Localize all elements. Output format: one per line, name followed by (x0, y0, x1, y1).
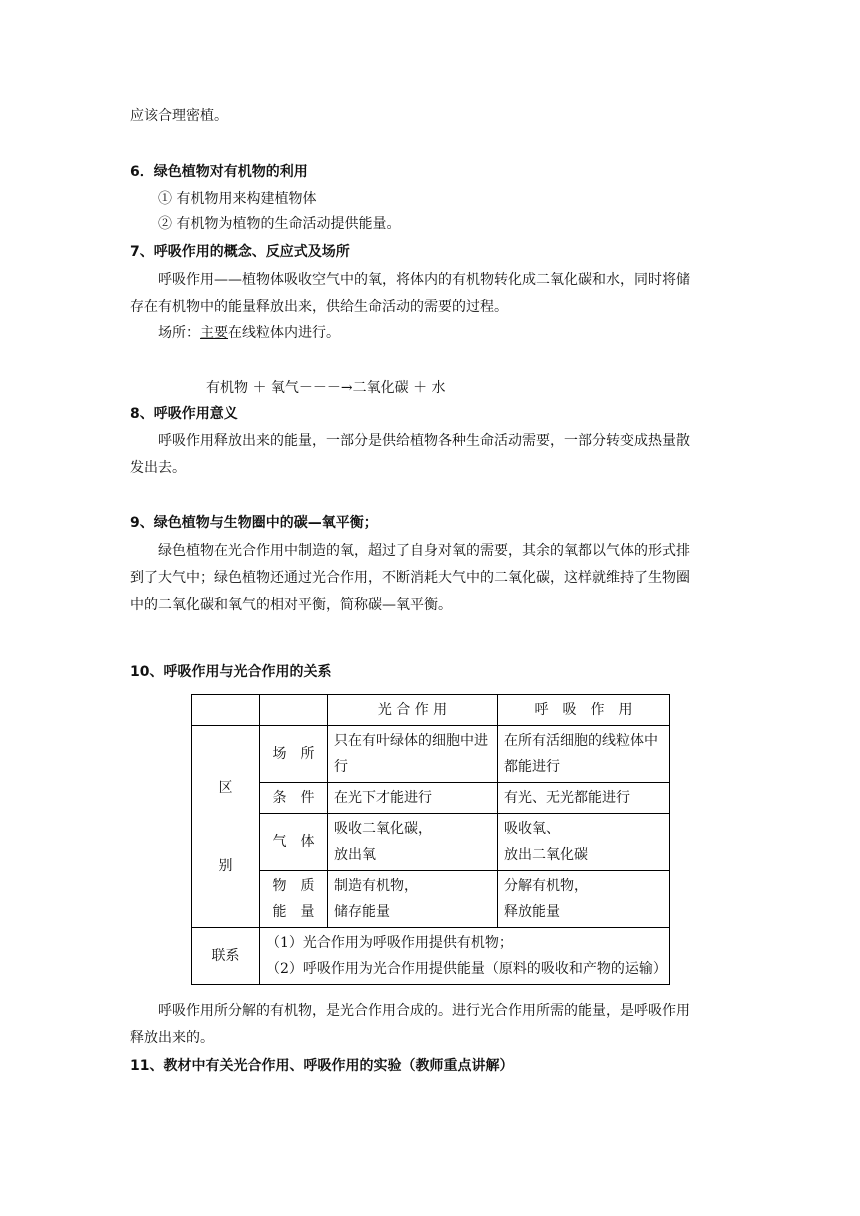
cell-line: 放出氧 (334, 847, 376, 863)
header-respiration: 呼 吸 作 用 (498, 695, 670, 726)
text-line: 应该合理密植。 (130, 108, 228, 124)
cell-line: 吸收二氧化碳， (334, 821, 432, 837)
section-11-heading: 11、教材中有关光合作用、呼吸作用的实验（教师重点讲解） (130, 1058, 514, 1074)
paragraph-line: 到了大气中；绿色植物还通过光合作用，不断消耗大气中的二氧化碳，这样就维持了生物圈 (130, 570, 690, 586)
resp-cell (498, 814, 670, 871)
link-cell (260, 928, 670, 985)
photo-cell: 只在有叶绿体的细胞中进行 (328, 726, 498, 783)
cell-line: 物 质 (272, 878, 315, 894)
paragraph-line: 绿色植物在光合作用中制造的氧，超过了自身对氧的需要，其余的氧都以气体的形式排 (158, 543, 690, 559)
table-row (192, 928, 670, 985)
section-7-heading: 7、呼吸作用的概念、反应式及场所 (130, 244, 350, 260)
row-label (260, 871, 328, 928)
cell-line: （2）呼吸作用为光合作用提供能量（原料的吸收和产物的运输） (266, 961, 667, 977)
table-row (192, 726, 670, 783)
cell-line: 吸收氧、 (504, 821, 560, 837)
table-row (192, 814, 670, 871)
link-label: 联系 (192, 928, 260, 985)
cell-line: 能 量 (272, 904, 315, 920)
section-6-heading: 6．绿色植物对有机物的利用 (130, 164, 308, 180)
row-label: 场 所 (260, 726, 328, 783)
paragraph-line: 释放出来的。 (130, 1030, 214, 1046)
paragraph-line: 呼吸作用所分解的有机物，是光合作用合成的。进行光合作用所需的能量，是呼吸作用 (158, 1003, 690, 1019)
paragraph-line: 中的二氧化碳和氧气的相对平衡，简称碳—氧平衡。 (130, 597, 452, 613)
cell-line: 制造有机物， (334, 878, 418, 894)
table-header-row (192, 695, 670, 726)
location-rest: 在线粒体内进行。 (228, 325, 340, 341)
paragraph-line: 呼吸作用释放出来的能量，一部分是供给植物各种生命活动需要，一部分转变成热量散 (158, 433, 690, 449)
resp-cell: 在所有活细胞的线粒体中都能进行 (498, 726, 670, 783)
table-row (192, 783, 670, 814)
cell-line: 分解有机物， (504, 878, 588, 894)
resp-cell (498, 871, 670, 928)
underlined-word: 主要 (200, 325, 228, 341)
photo-cell (328, 871, 498, 928)
section-9-heading: 9、绿色植物与生物圈中的碳—氧平衡； (130, 515, 378, 531)
paragraph-line: 存在有机物中的能量释放出来，供给生命活动的需要的过程。 (130, 299, 508, 315)
table-blank-cell (260, 695, 328, 726)
section-10-heading: 10、呼吸作用与光合作用的关系 (130, 664, 332, 680)
list-item: ② 有机物为植物的生命活动提供能量。 (158, 216, 401, 232)
cell-line: （1）光合作用为呼吸作用提供有机物； (266, 935, 513, 951)
group-label-top: 区 (218, 779, 233, 796)
photo-cell: 在光下才能进行 (328, 783, 498, 814)
location-prefix: 场所： (158, 325, 200, 341)
table-row (192, 871, 670, 928)
section-8-heading: 8、呼吸作用意义 (130, 406, 238, 422)
paragraph-line: 发出去。 (130, 460, 186, 476)
list-item: ① 有机物用来构建植物体 (158, 191, 317, 207)
resp-cell: 有光、无光都能进行 (498, 783, 670, 814)
row-label: 条 件 (260, 783, 328, 814)
group-label-bottom: 别 (218, 857, 233, 874)
location-line (158, 323, 340, 343)
table-blank-cell (192, 695, 260, 726)
row-label: 气 体 (260, 814, 328, 871)
photo-cell (328, 814, 498, 871)
cell-line: 储存能量 (334, 904, 390, 920)
reaction-equation: 有机物 ＋ 氧气－－－→二氧化碳 ＋ 水 (206, 380, 446, 396)
paragraph-line: 呼吸作用——植物体吸收空气中的氧，将体内的有机物转化成二氧化碳和水，同时将储 (158, 272, 690, 288)
cell-line: 释放能量 (504, 904, 560, 920)
header-photosynthesis: 光 合 作 用 (328, 695, 498, 726)
comparison-table (191, 694, 670, 985)
difference-group-label (192, 726, 260, 928)
cell-line: 放出二氧化碳 (504, 847, 588, 863)
